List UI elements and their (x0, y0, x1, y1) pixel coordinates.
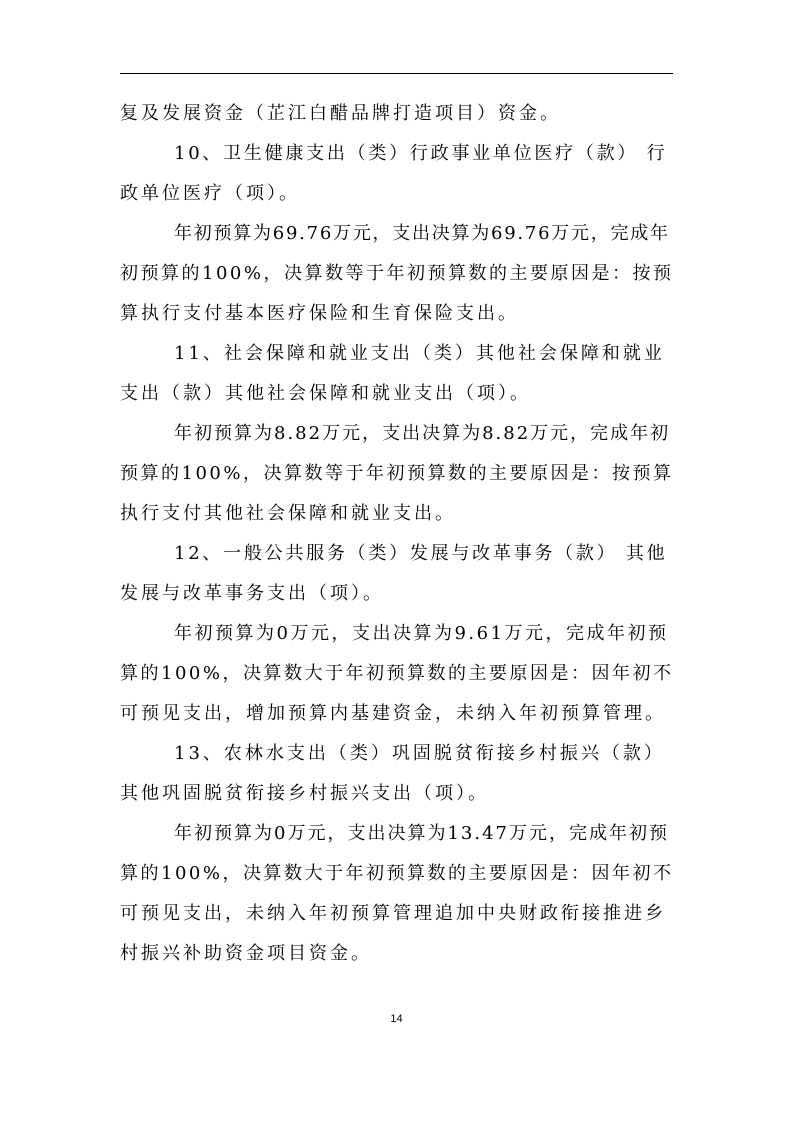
text-line: 其他巩固脱贫衔接乡村振兴支出（项）。 (120, 783, 489, 804)
text-line: 预算的100%，决算数等于年初预算数的主要原因是：按预算 (120, 463, 674, 484)
page-number: 14 (390, 1013, 403, 1025)
text-line: 可预见支出，未纳入年初预算管理追加中央财政衔接推进乡 (120, 903, 666, 924)
text-line: 算的100%，决算数大于年初预算数的主要原因是：因年初不 (120, 663, 674, 684)
header-rule (120, 73, 673, 74)
text-line: 初预算的100%，决算数等于年初预算数的主要原因是：按预 (120, 263, 674, 284)
section-heading-11: 11、社会保障和就业支出（类）其他社会保障和就业 (174, 343, 665, 364)
text-line: 年初预算为8.82万元，支出决算为8.82万元，完成年初 (174, 423, 671, 444)
text-line: 村振兴补助资金项目资金。 (120, 943, 372, 964)
text-line: 支出（款）其他社会保障和就业支出（项）。 (120, 383, 531, 404)
text-line: 可预见支出，增加预算内基建资金，未纳入年初预算管理。 (120, 703, 666, 724)
text-line: 年初预算为0万元，支出决算为9.61万元，完成年初预 (174, 623, 669, 644)
text-line: 发展与改革事务支出（项）。 (120, 583, 384, 604)
body-text (120, 94, 673, 974)
text-line: 年初预算为69.76万元，支出决算为69.76万元，完成年 (174, 223, 670, 244)
text-line: 算的100%，决算数大于年初预算数的主要原因是：因年初不 (120, 863, 674, 884)
section-heading-10: 10、卫生健康支出（类）行政事业单位医疗（款） 行 (174, 143, 668, 164)
text-line: 算执行支付基本医疗保险和生育保险支出。 (120, 303, 519, 324)
text-line: 年初预算为0万元，支出决算为13.47万元，完成年初预 (174, 823, 669, 844)
section-heading-12: 12、一般公共服务（类）发展与改革事务（款） 其他 (174, 543, 668, 564)
text-line: 复及发展资金（芷江白醋品牌打造项目）资金。 (120, 103, 561, 124)
section-heading-13: 13、农林水支出（类）巩固脱贫衔接乡村振兴（款） (174, 743, 665, 764)
text-line: 政单位医疗（项）。 (120, 183, 300, 204)
text-line: 执行支付其他社会保障和就业支出。 (120, 503, 456, 524)
